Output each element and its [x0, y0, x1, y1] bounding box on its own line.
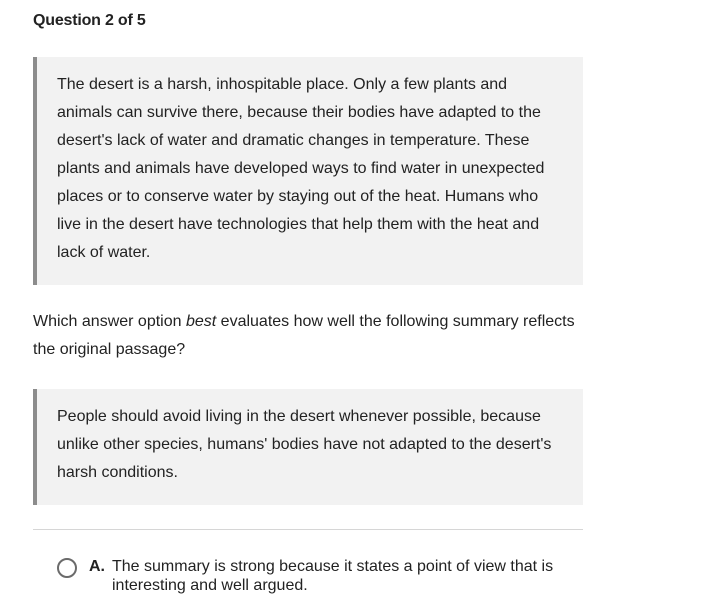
prompt-text-after: evaluates how well the following summary reflects the original passage?	[33, 313, 575, 358]
summary-passage: People should avoid living in the desert whenever possible, because unlike other species, humans' bodies have not adapted to the desert's harsh conditions.	[33, 389, 583, 505]
reading-passage: The desert is a harsh, inhospitable place. Only a few plants and animals can survive there, because their bodies have adapted to the desert's lack of water and dramatic changes in temperature. These plants and animals have developed ways to find water in unexpected places or to conserve water by staying out of the heat. Humans who live in the desert have technologies that help them with the heat and lack of water.	[33, 57, 583, 285]
prompt-emphasis: best	[185, 313, 217, 330]
radio-button-icon[interactable]	[57, 558, 77, 578]
option-text: The summary is strong because it states a point of view that is interesting and well argued.	[112, 558, 554, 594]
option-letter: A.	[89, 558, 105, 575]
divider	[33, 529, 583, 530]
question-number-header: Question 2 of 5	[33, 12, 146, 29]
prompt-text-before: Which answer option	[33, 313, 186, 330]
answer-option-a[interactable]	[57, 557, 577, 601]
question-prompt	[33, 308, 593, 364]
